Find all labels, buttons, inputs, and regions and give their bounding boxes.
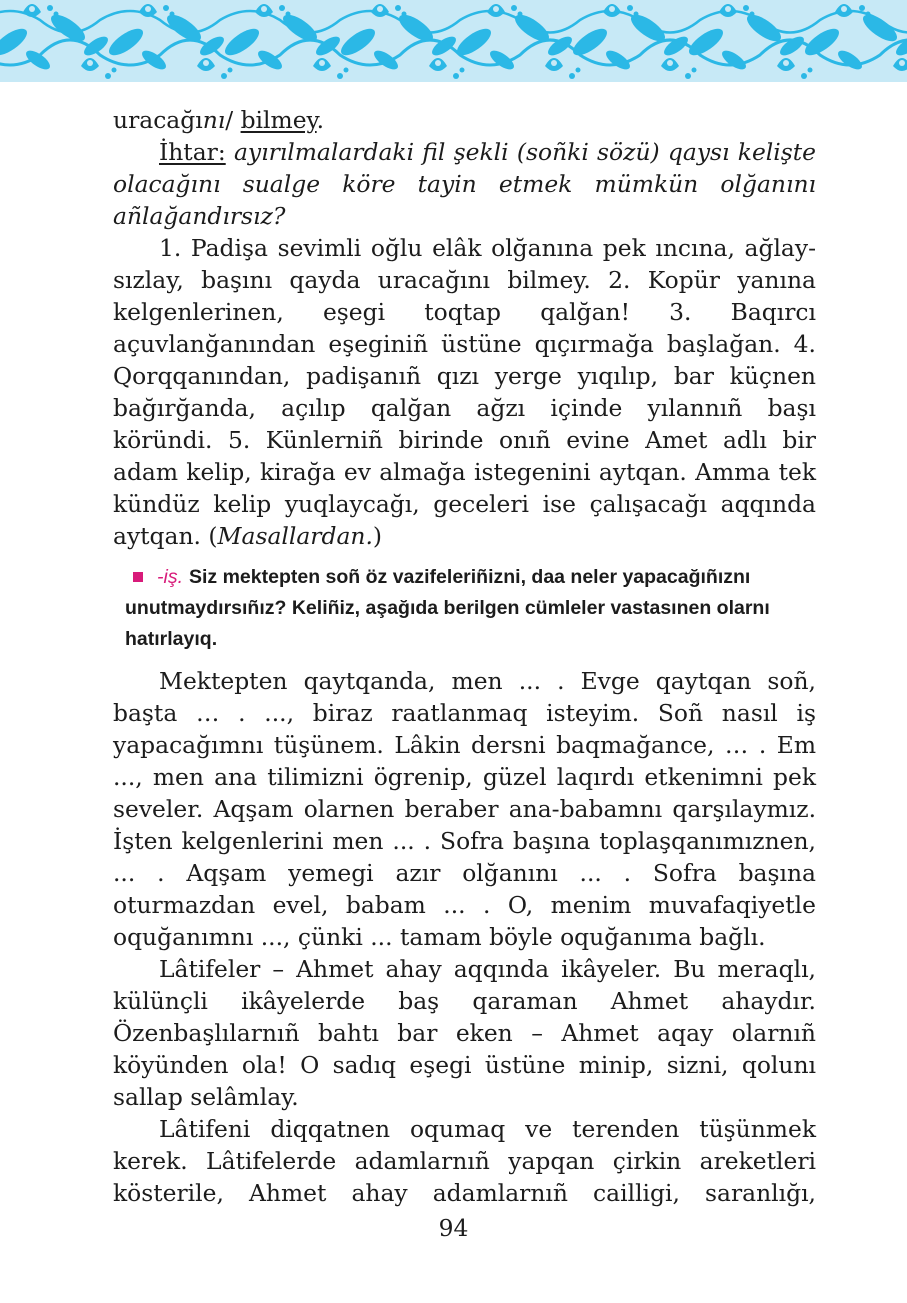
- exercise-body: 1. Padişa sevimli oğlu elâk olğanına pek ıncına, ağlay-sızlay, başını qayda uracağını bilmey. 2. Kopür yanına kelgenlerinen, eşegi toqtap qalğan! 3. Baqırcı açuvlanğanından eşeginiñ üstüne qıçırmağa başlağan. 4. Qorqqanından, padişanıñ qızı yerge yıqılıp, bar küçnen bağırğanda, açılıp qalğan ağzı içinde yılannıñ başı köründi. 5. Künlerniñ birinde onıñ evine Amet adlı bir adam kelip, kirağa ev almağa istegenini aytqan. Amma tek kündüz kelip yuqlaycağı, geceleri ise çalışacağı aqqında aytqan. (: [113, 234, 816, 550]
- warning-label: İhtar:: [159, 138, 226, 166]
- warning-paragraph: [113, 136, 816, 232]
- page-content: [113, 104, 816, 1209]
- intro-underlined-word: bilmey: [240, 106, 317, 134]
- task-block: [125, 562, 816, 655]
- floral-ornament-icon: [0, 0, 907, 82]
- task-marker: -iş.: [157, 566, 183, 588]
- exercise-paragraph: [113, 232, 816, 552]
- body-paragraph-2: Lâtifeler – Ahmet ahay aqqında ikâyeler. Bu meraqlı, külünçli ikâyelerde baş qaraman Ahmet ahaydır. Özenbaşlılarnıñ bahtı bar eken – Ahmet aqay olarnıñ köyünden ola! O sadıq eşegi üstüne minip, sizni, qolunı sallap selâmlay.: [113, 955, 816, 1111]
- intro-line: [113, 104, 816, 136]
- body-paragraph-1: Mektepten qaytqanda, men ... . Evge qaytqan soñ, başta … . ..., biraz raatlanmaq isteyim. Soñ nasıl iş yapacağımnı tüşünem. Lâkin dersni baqmağance, … . Em ..., men ana tilimizni ögrenip, güzel laqırdı etkenimni pek seveler. Aqşam olarnen beraber ana-babamnı qarşılaymız. İşten kelgenlerini men ... . Sofra başına toplaşqanımıznen, ... . Aqşam yemegi azır olğanını ... . Sofra başına oturmazdan evel, babam ... . O, menim muvafaqiyetle oquğanımnı ..., çünki ... tamam böyle oquğanıma bağlı.: [113, 667, 816, 951]
- square-bullet-icon: [133, 572, 143, 582]
- intro-slash: /: [225, 106, 241, 134]
- body-paragraph-3: Lâtifeni diqqatnen oqumaq ve terenden tüşünmek kerek. Lâtifelerde adamlarnıñ yapqan çirkin areketleri kösterile, Ahmet ahay adamlarnıñ cailligi, saranlığı,: [113, 1115, 816, 1207]
- intro-prefix: uracağı: [113, 106, 203, 134]
- intro-suffix: .: [316, 106, 325, 134]
- warning-text: ayırılmalardaki fil şekli (soñki sözü) qaysı kelişte olacağını sualge köre tayin etmek mümkün olğanını añlağandırsız?: [113, 138, 816, 230]
- exercise-source: Masallardan.: [217, 522, 373, 550]
- page-number: 94: [438, 1214, 469, 1242]
- exercise-close: ): [372, 522, 383, 550]
- task-text: Siz mektepten soñ öz vazifeleriñizni, daa neler yapacağıñıznı unutmaydırsıñız? Keliñiz, aşağıda berilgen cümleler vastasınen olarnı hatırlayıq.: [125, 566, 770, 650]
- decorative-banner: [0, 0, 907, 82]
- intro-prefix-italic: nı: [202, 106, 226, 134]
